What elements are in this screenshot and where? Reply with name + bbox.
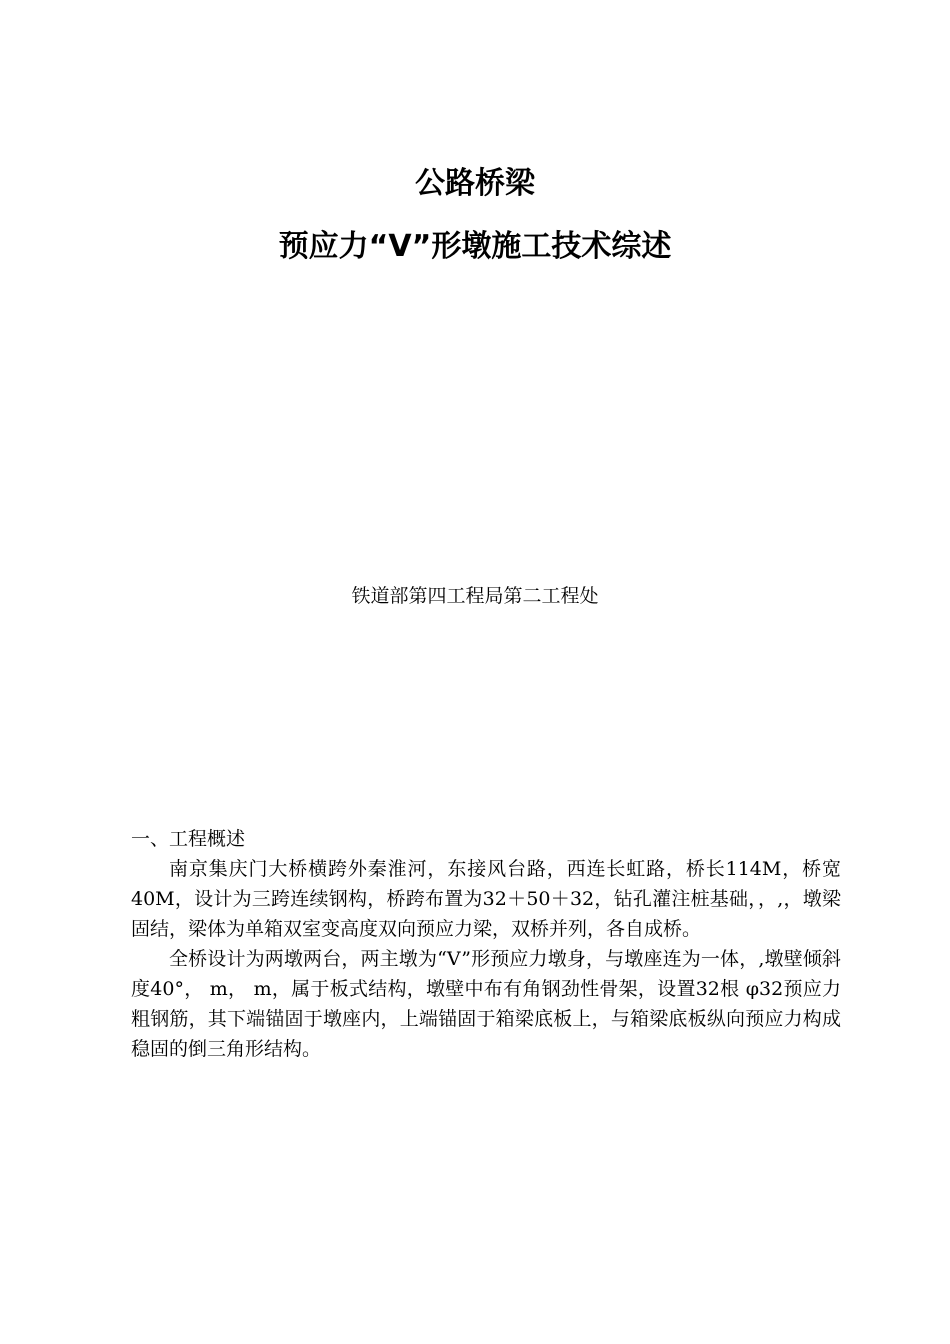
section-1-paragraph-2: 全桥设计为两墩两台，两主墩为“V”形预应力墩身，与墩座连为一体，,墩壁倾斜度40°， m， m，属于板式结构，墩壁中布有角钢劲性骨架，设置32根 φ32预应力粗钢筋，其下端锚固于墩座内，上端锚固于箱梁底板上，与箱梁底板纵向预应力构成稳固的倒三角形结构。 (131, 948, 841, 1060)
section-1-heading: 一、工程概述 (131, 828, 246, 850)
document-title-line-2: 预应力“V”形墩施工技术综述 (278, 229, 672, 264)
section-1-paragraph-1: 南京集庆门大桥横跨外秦淮河，东接风台路，西连长虹路，桥长114M，桥宽40M，设计为三跨连续钢构，桥跨布置为32＋50＋32，钻孔灌注桩基础，，,，墩梁固结，梁体为单箱双室变高度双向预应力梁，双桥并列，各自成桥。 (131, 858, 841, 940)
section-1 (131, 824, 841, 1064)
document-title-line-1: 公路桥梁 (415, 166, 535, 201)
organization-name: 铁道部第四工程局第二工程处 (351, 585, 599, 607)
